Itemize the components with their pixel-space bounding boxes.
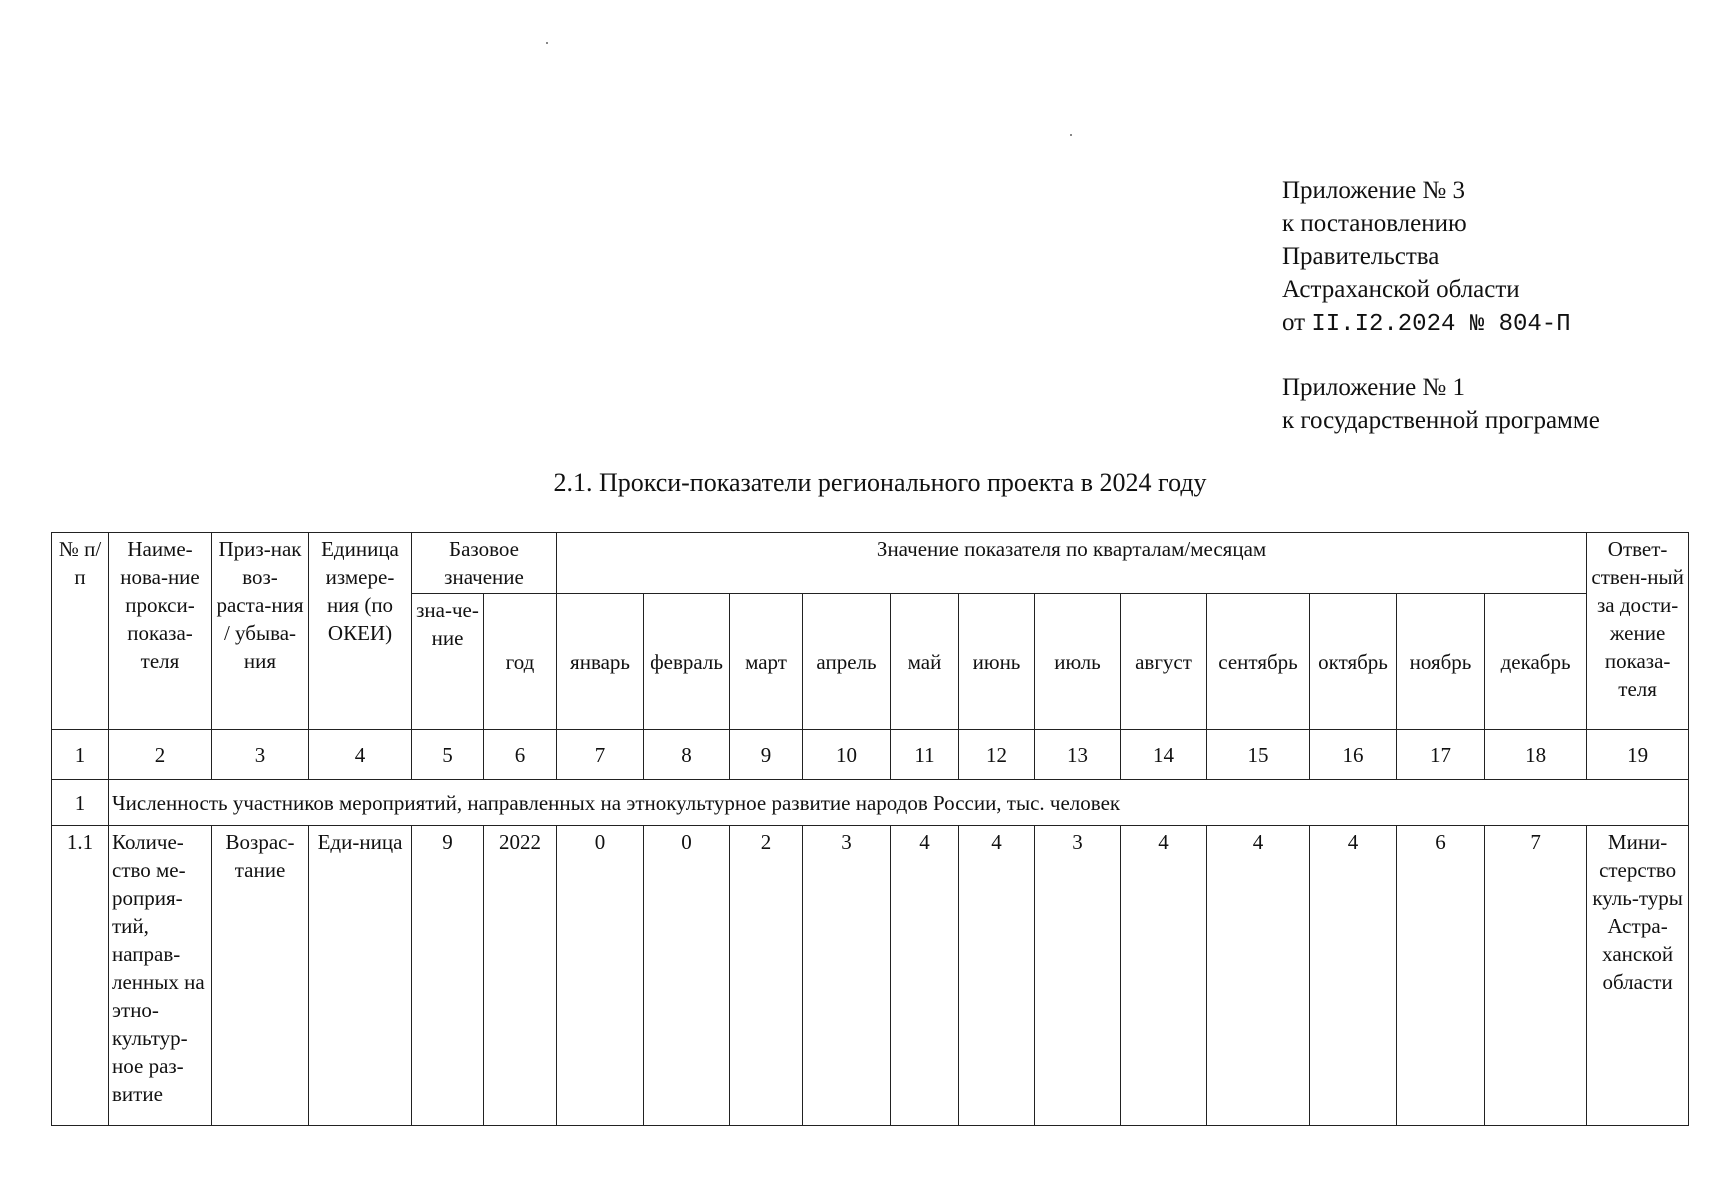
header-month: январь: [557, 594, 644, 730]
row-unit: Еди-ница: [309, 826, 412, 1126]
column-number: 19: [1587, 730, 1689, 780]
row-month-value: 4: [1121, 826, 1207, 1126]
row-base-value: 9: [412, 826, 484, 1126]
appendix-line: Правительства: [1282, 243, 1440, 270]
column-number: 1: [52, 730, 109, 780]
section-num: 1: [52, 780, 109, 826]
row-month-value: 4: [891, 826, 959, 1126]
column-number: 16: [1310, 730, 1397, 780]
document-title: 2.1. Прокси-показатели регионального проекта в 2024 году: [553, 468, 1207, 497]
appendix-header: [1282, 174, 1600, 437]
column-number: 17: [1397, 730, 1485, 780]
column-number: 3: [212, 730, 309, 780]
date-prefix: от: [1282, 309, 1306, 336]
scan-speck: [546, 42, 548, 44]
header-month: май: [891, 594, 959, 730]
header-row-1: [52, 533, 1689, 594]
column-number: 4: [309, 730, 412, 780]
column-number: 8: [644, 730, 730, 780]
column-numbers-row: [52, 730, 1689, 780]
row-month-value: 2: [730, 826, 803, 1126]
header-months-group: Значение показателя по кварталам/месяцам: [557, 533, 1587, 594]
header-num: № п/п: [52, 533, 109, 730]
appendix-line: Астраханской области: [1282, 276, 1520, 303]
proxy-indicators-table: [51, 532, 1689, 1126]
header-month: сентябрь: [1207, 594, 1310, 730]
header-base-year: год: [484, 594, 557, 730]
column-number: 2: [109, 730, 212, 780]
row-trend: Возрас-тание: [212, 826, 309, 1126]
section-row: [52, 780, 1689, 826]
row-month-value: 0: [644, 826, 730, 1126]
row-month-value: 4: [1207, 826, 1310, 1126]
row-month-value: 6: [1397, 826, 1485, 1126]
header-month: август: [1121, 594, 1207, 730]
header-base-value: зна-че-ние: [412, 594, 484, 730]
row-month-value: 3: [803, 826, 891, 1126]
header-responsible: Ответ-ствен-ный за дости-жение показа-теля: [1587, 533, 1689, 730]
column-number: 11: [891, 730, 959, 780]
row-base-year: 2022: [484, 826, 557, 1126]
table-row: [52, 826, 1689, 1126]
header-month: март: [730, 594, 803, 730]
header-trend: Приз-нак воз-раста-ния / убыва-ния: [212, 533, 309, 730]
header-base-group: Базовое значение: [412, 533, 557, 594]
column-number: 10: [803, 730, 891, 780]
section-title: Численность участников мероприятий, направленных на этнокультурное развитие народов России, тыс. человек: [109, 780, 1689, 826]
column-number: 15: [1207, 730, 1310, 780]
header-month: декабрь: [1485, 594, 1587, 730]
column-number: 5: [412, 730, 484, 780]
row-month-value: 4: [959, 826, 1035, 1126]
column-number: 12: [959, 730, 1035, 780]
column-number: 6: [484, 730, 557, 780]
decree-date-line: [1282, 306, 1600, 341]
row-num: 1.1: [52, 826, 109, 1126]
appendix-line: к постановлению: [1282, 210, 1467, 237]
column-number: 9: [730, 730, 803, 780]
header-month: ноябрь: [1397, 594, 1485, 730]
appendix2-line: Приложение № 1: [1282, 374, 1466, 401]
column-number: 14: [1121, 730, 1207, 780]
header-month: июль: [1035, 594, 1121, 730]
row-month-value: 0: [557, 826, 644, 1126]
header-month: июнь: [959, 594, 1035, 730]
row-month-value: 7: [1485, 826, 1587, 1126]
decree-date: II.I2.2024 № 804-П: [1311, 311, 1571, 338]
appendix2-line: к государственной программе: [1282, 407, 1600, 434]
appendix-line: Приложение № 3: [1282, 177, 1466, 204]
header-month: октябрь: [1310, 594, 1397, 730]
column-number: 13: [1035, 730, 1121, 780]
scan-speck: [1070, 134, 1072, 136]
header-month: апрель: [803, 594, 891, 730]
column-number: 18: [1485, 730, 1587, 780]
header-name: Наиме-нова-ние прокси-показа-теля: [109, 533, 212, 730]
row-responsible: Мини-стерство куль-туры Астра-ханской области: [1587, 826, 1689, 1126]
column-number: 7: [557, 730, 644, 780]
header-month: февраль: [644, 594, 730, 730]
row-month-value: 4: [1310, 826, 1397, 1126]
row-name: Количе-ство ме-роприя-тий, направ-ленных на этно-культур-ное раз-витие: [109, 826, 212, 1126]
row-month-value: 3: [1035, 826, 1121, 1126]
header-unit: Единица измере-ния (по ОКЕИ): [309, 533, 412, 730]
